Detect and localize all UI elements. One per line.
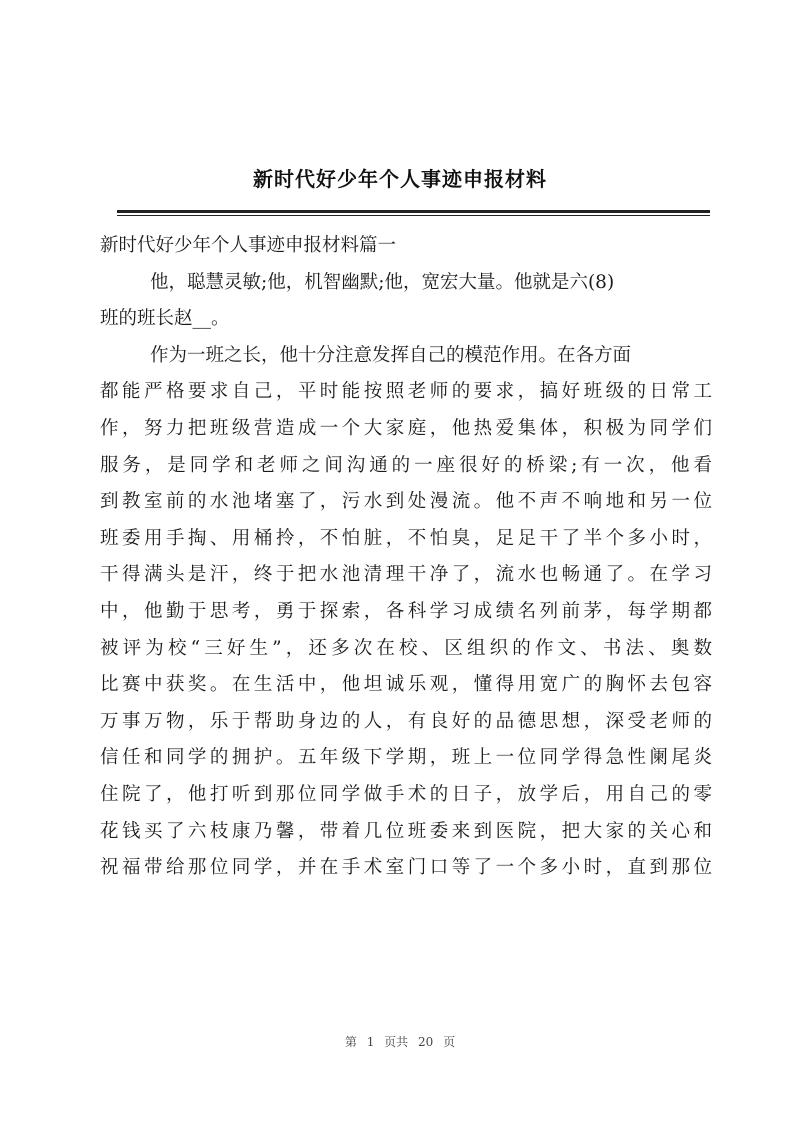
section-heading: 新时代好少年个人事迹申报材料篇一 (100, 235, 397, 256)
paragraph-line: 班委用手掏、用桶拎，不怕脏，不怕臭，足足干了半个多小时， (100, 527, 712, 549)
paragraph-line: 到教室前的水池堵塞了，污水到处漫流。他不声不响地和另一位 (100, 491, 712, 513)
paragraph-line: 信任和同学的拥护。五年级下学期，班上一位同学得急性阑尾炎 (100, 747, 712, 769)
paragraph-line: 作为一班之长，他十分注意发挥自己的模范作用。在各方面 (150, 344, 632, 366)
page-title: 新时代好少年个人事迹申报材料 (253, 167, 547, 191)
paragraph-line: 万事万物，乐于帮助身边的人，有良好的品德思想，深受老师的 (100, 710, 712, 732)
paragraph-line: 住院了，他打听到那位同学做手术的日子，放学后，用自己的零 (100, 783, 712, 805)
paragraph-line: 他，聪慧灵敏;他，机智幽默;他，宽宏大量。他就是六(8) (150, 271, 615, 293)
title-divider-thick (117, 210, 710, 213)
paragraph-line: 中，他勤于思考，勇于探索，各科学习成绩名列前茅，每学期都 (100, 600, 712, 622)
paragraph-line: 被评为校“三好生”，还多次在校、区组织的作文、书法、奥数 (100, 637, 712, 659)
page-number-footer: 第 1 页共 20 页 (344, 1035, 456, 1049)
paragraph-line: 都能严格要求自己，平时能按照老师的要求，搞好班级的日常工 (100, 381, 712, 403)
paragraph-line: 祝福带给那位同学，并在手术室门口等了一个多小时，直到那位 (100, 857, 712, 879)
paragraph-line: 服务，是同学和老师之间沟通的一座很好的桥梁;有一次，他看 (100, 454, 712, 476)
paragraph-line: 作，努力把班级营造成一个大家庭，他热爱集体，积极为同学们 (100, 417, 712, 439)
paragraph-line: 干得满头是汗，终于把水池清理干净了，流水也畅通了。在学习 (100, 564, 712, 586)
paragraph-line: 班的班长赵__。 (100, 308, 230, 330)
paragraph-line: 比赛中获奖。在生活中，他坦诚乐观，懂得用宽广的胸怀去包容 (100, 674, 712, 696)
title-divider-thin (117, 215, 710, 216)
paragraph-line: 花钱买了六枝康乃馨，带着几位班委来到医院，把大家的关心和 (100, 820, 712, 842)
document-body (100, 228, 712, 887)
